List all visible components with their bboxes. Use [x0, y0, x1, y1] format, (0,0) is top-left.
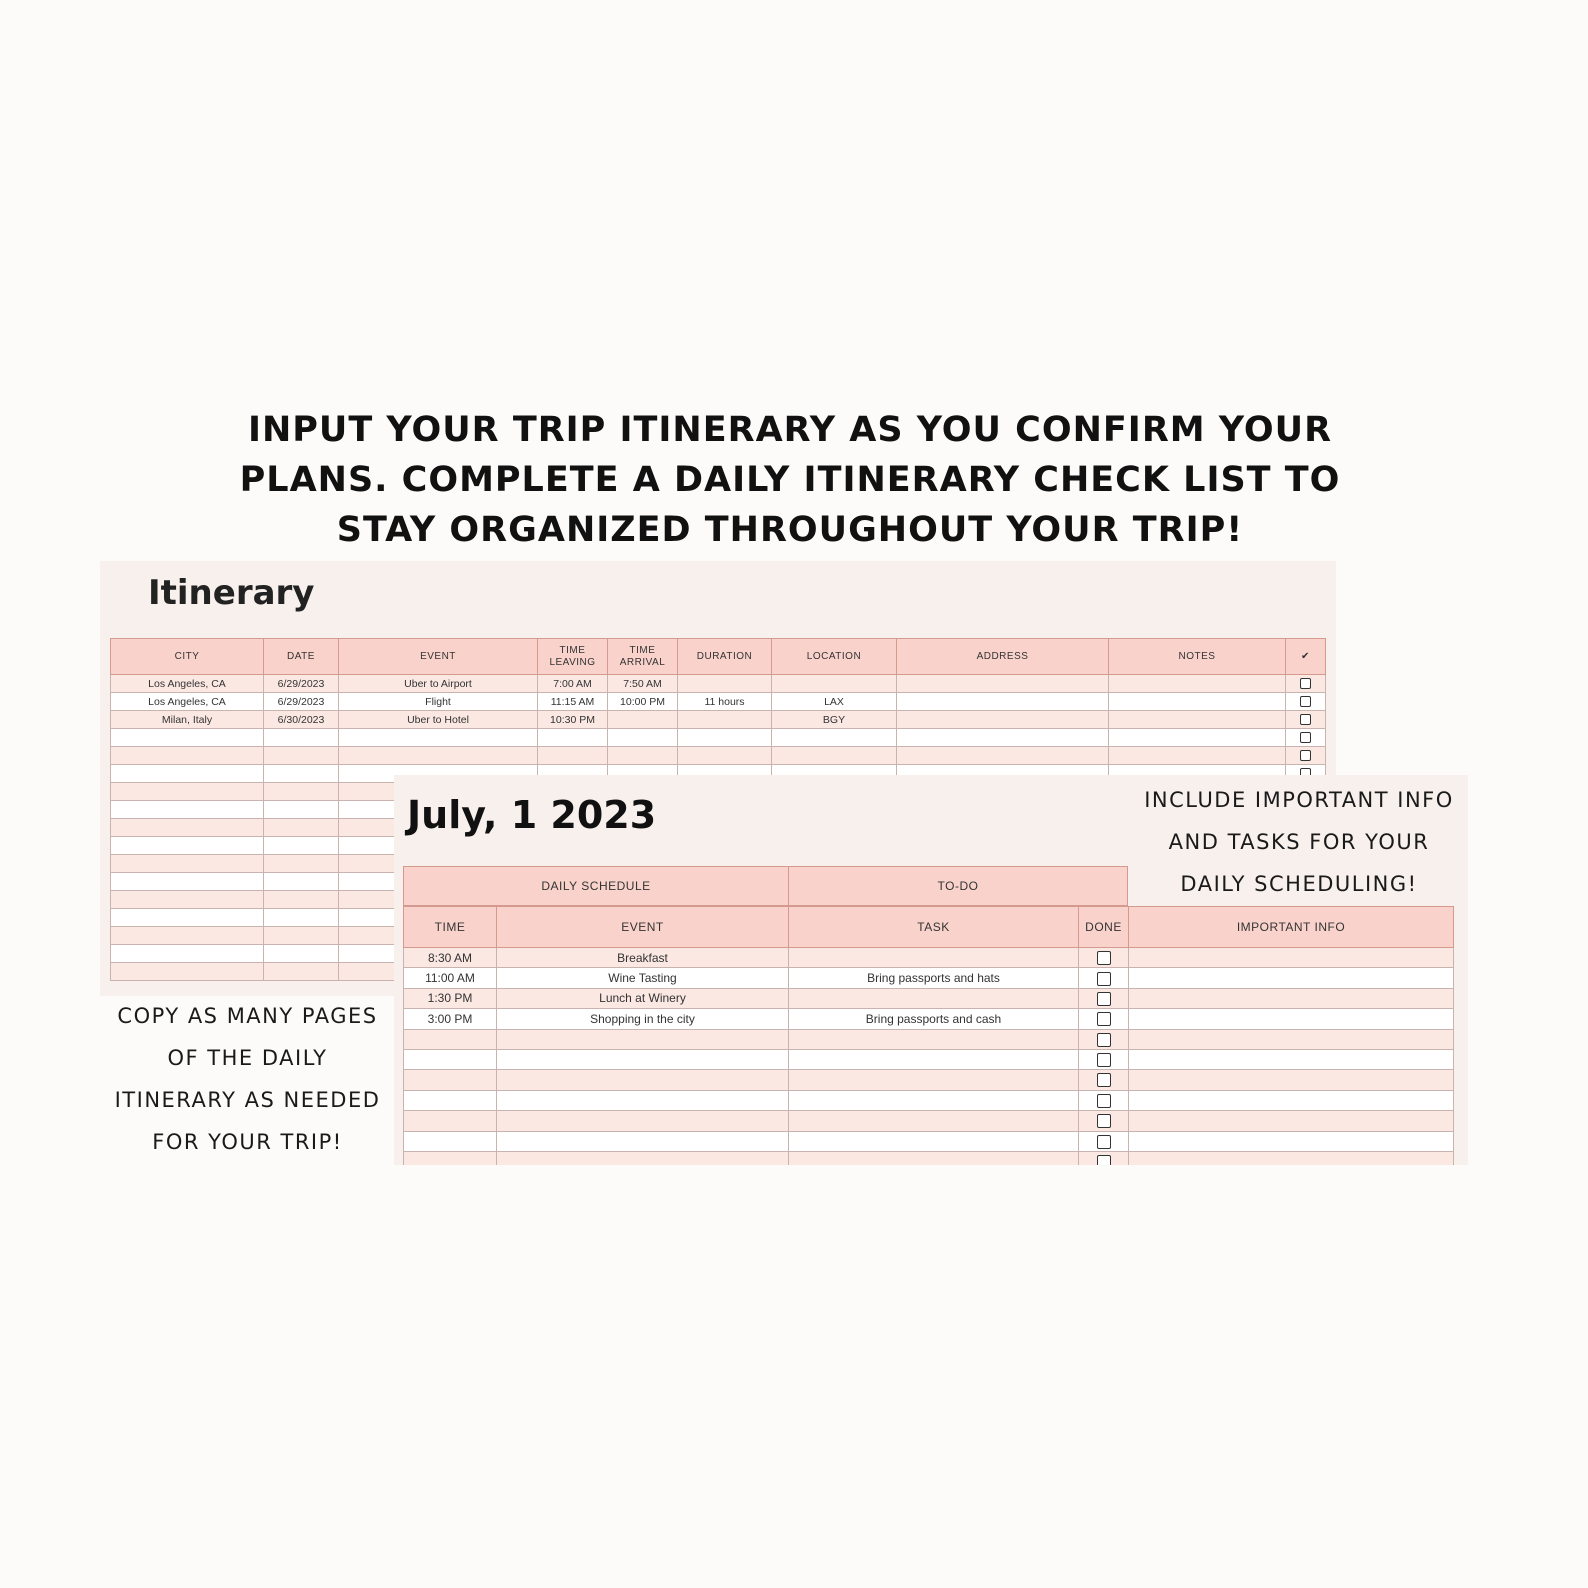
daily-cell-info[interactable]	[1129, 988, 1454, 1008]
daily-cell-event[interactable]: Wine Tasting	[497, 968, 789, 988]
daily-cell-event[interactable]	[497, 1029, 789, 1049]
daily-cell-event[interactable]	[497, 1049, 789, 1069]
col-time-leaving[interactable]: TIME LEAVING	[538, 639, 608, 675]
col-done[interactable]: DONE	[1079, 907, 1129, 948]
itinerary-cell-duration[interactable]	[678, 711, 772, 729]
itinerary-cell-date[interactable]	[264, 945, 339, 963]
itinerary-cell-date[interactable]	[264, 855, 339, 873]
daily-cell-event[interactable]	[497, 1090, 789, 1110]
itinerary-cell-check	[1286, 747, 1326, 765]
daily-row	[404, 1009, 1454, 1029]
itinerary-cell-date[interactable]	[264, 765, 339, 783]
important-info-note	[1129, 779, 1468, 905]
itinerary-cell-arrival[interactable]: 7:50 AM	[608, 675, 678, 693]
daily-cell-done	[1079, 1049, 1129, 1069]
daily-cell-info[interactable]	[1129, 1151, 1454, 1165]
itinerary-cell-date[interactable]	[264, 837, 339, 855]
daily-cell-done	[1079, 948, 1129, 968]
itinerary-cell-city[interactable]	[111, 945, 264, 963]
col-duration[interactable]: DURATION	[678, 639, 772, 675]
done-checkbox[interactable]	[1097, 1135, 1111, 1149]
daily-cell-task[interactable]	[789, 1111, 1079, 1131]
itinerary-cell-location[interactable]	[772, 729, 897, 747]
daily-cell-time[interactable]	[404, 1049, 497, 1069]
daily-schedule-section-header: DAILY SCHEDULE	[403, 866, 789, 906]
daily-cell-task[interactable]	[789, 948, 1079, 968]
itinerary-cell-date[interactable]	[264, 729, 339, 747]
daily-cell-event[interactable]	[497, 1111, 789, 1131]
itinerary-cell-leaving[interactable]: 11:15 AM	[538, 693, 608, 711]
itinerary-cell-check	[1286, 675, 1326, 693]
col-check[interactable]: ✔	[1286, 639, 1326, 675]
daily-row	[404, 968, 1454, 988]
todo-section-header: TO-DO	[788, 866, 1128, 906]
itinerary-cell-notes[interactable]	[1109, 675, 1286, 693]
daily-cell-event[interactable]	[497, 1131, 789, 1151]
itinerary-cell-city[interactable]	[111, 909, 264, 927]
itinerary-cell-city[interactable]: Milan, Italy	[111, 711, 264, 729]
daily-cell-task[interactable]: Bring passports and cash	[789, 1009, 1079, 1029]
daily-cell-event[interactable]	[497, 1070, 789, 1090]
checkbox[interactable]	[1300, 714, 1311, 725]
itinerary-cell-date[interactable]: 6/29/2023	[264, 675, 339, 693]
itinerary-cell-arrival[interactable]	[608, 729, 678, 747]
col-time[interactable]: TIME	[404, 907, 497, 948]
done-checkbox[interactable]	[1097, 1094, 1111, 1108]
itinerary-cell-duration[interactable]	[678, 675, 772, 693]
daily-cell-done	[1079, 968, 1129, 988]
col-daily-event[interactable]: EVENT	[497, 907, 789, 948]
itinerary-cell-notes[interactable]	[1109, 729, 1286, 747]
itinerary-cell-date[interactable]	[264, 963, 339, 981]
itinerary-row	[111, 675, 1326, 693]
daily-cell-task[interactable]	[789, 1070, 1079, 1090]
itinerary-cell-location[interactable]	[772, 747, 897, 765]
itinerary-cell-notes[interactable]	[1109, 747, 1286, 765]
itinerary-cell-date[interactable]	[264, 747, 339, 765]
itinerary-cell-event[interactable]: Flight	[339, 693, 538, 711]
daily-cell-time[interactable]	[404, 1151, 497, 1165]
itinerary-row	[111, 711, 1326, 729]
daily-cell-task[interactable]	[789, 1131, 1079, 1151]
itinerary-cell-date[interactable]	[264, 819, 339, 837]
itinerary-cell-address[interactable]	[897, 747, 1109, 765]
col-event[interactable]: EVENT	[339, 639, 538, 675]
copy-note-line-4: FOR YOUR TRIP!	[152, 1130, 343, 1154]
checkbox[interactable]	[1300, 678, 1311, 689]
itinerary-cell-leaving[interactable]	[538, 729, 608, 747]
daily-date-title: July, 1 2023	[407, 793, 657, 837]
itinerary-cell-city[interactable]	[111, 963, 264, 981]
daily-cell-done	[1079, 1111, 1129, 1131]
daily-row	[404, 948, 1454, 968]
done-checkbox[interactable]	[1097, 1033, 1111, 1047]
daily-cell-info[interactable]	[1129, 948, 1454, 968]
daily-cell-task[interactable]	[789, 1049, 1079, 1069]
itinerary-cell-leaving[interactable]: 7:00 AM	[538, 675, 608, 693]
done-checkbox[interactable]	[1097, 1053, 1111, 1067]
copy-note-line-1: COPY AS MANY PAGES	[117, 1004, 378, 1028]
daily-cell-time[interactable]: 8:30 AM	[404, 948, 497, 968]
itinerary-cell-date[interactable]: 6/29/2023	[264, 693, 339, 711]
col-notes[interactable]: NOTES	[1109, 639, 1286, 675]
daily-cell-time[interactable]	[404, 1090, 497, 1110]
itinerary-cell-location[interactable]: LAX	[772, 693, 897, 711]
info-note-line-2: AND TASKS FOR YOUR	[1168, 830, 1430, 854]
itinerary-cell-city[interactable]	[111, 873, 264, 891]
itinerary-row	[111, 729, 1326, 747]
itinerary-cell-address[interactable]	[897, 711, 1109, 729]
itinerary-cell-event[interactable]	[339, 729, 538, 747]
daily-row	[404, 1090, 1454, 1110]
itinerary-row	[111, 747, 1326, 765]
daily-cell-task[interactable]	[789, 988, 1079, 1008]
itinerary-cell-location[interactable]	[772, 675, 897, 693]
daily-cell-done	[1079, 988, 1129, 1008]
itinerary-cell-city[interactable]: Los Angeles, CA	[111, 675, 264, 693]
itinerary-cell-duration[interactable]	[678, 729, 772, 747]
daily-cell-time[interactable]: 11:00 AM	[404, 968, 497, 988]
daily-cell-info[interactable]	[1129, 968, 1454, 988]
col-city[interactable]: CITY	[111, 639, 264, 675]
daily-row	[404, 988, 1454, 1008]
daily-cell-task[interactable]	[789, 1151, 1079, 1165]
itinerary-cell-duration[interactable]: 11 hours	[678, 693, 772, 711]
col-address[interactable]: ADDRESS	[897, 639, 1109, 675]
headline	[120, 405, 1460, 555]
info-note-line-3: DAILY SCHEDULING!	[1180, 872, 1418, 896]
daily-itinerary-sheet	[394, 775, 1468, 1165]
done-checkbox[interactable]	[1097, 1073, 1111, 1087]
col-task[interactable]: TASK	[789, 907, 1079, 948]
itinerary-cell-date[interactable]	[264, 783, 339, 801]
itinerary-cell-city[interactable]	[111, 891, 264, 909]
daily-cell-time[interactable]	[404, 1070, 497, 1090]
itinerary-cell-date[interactable]	[264, 801, 339, 819]
daily-row	[404, 1049, 1454, 1069]
itinerary-cell-city[interactable]	[111, 783, 264, 801]
itinerary-cell-city[interactable]	[111, 765, 264, 783]
itinerary-cell-event[interactable]: Uber to Airport	[339, 675, 538, 693]
checkbox[interactable]	[1300, 732, 1311, 743]
itinerary-cell-date[interactable]: 6/30/2023	[264, 711, 339, 729]
daily-cell-time[interactable]	[404, 1131, 497, 1151]
itinerary-cell-city[interactable]: Los Angeles, CA	[111, 693, 264, 711]
daily-cell-done	[1079, 1131, 1129, 1151]
copy-note-line-3: ITINERARY AS NEEDED	[114, 1088, 381, 1112]
col-date[interactable]: DATE	[264, 639, 339, 675]
daily-table	[403, 906, 1454, 1165]
itinerary-cell-date[interactable]	[264, 909, 339, 927]
itinerary-cell-notes[interactable]	[1109, 711, 1286, 729]
itinerary-cell-arrival[interactable]	[608, 711, 678, 729]
col-important-info[interactable]: IMPORTANT INFO	[1129, 907, 1454, 948]
headline-line-1: INPUT YOUR TRIP ITINERARY AS YOU CONFIRM YOUR	[247, 410, 1333, 450]
itinerary-cell-event[interactable]: Uber to Hotel	[339, 711, 538, 729]
checkbox[interactable]	[1300, 696, 1311, 707]
copy-pages-note	[100, 995, 395, 1163]
daily-cell-done	[1079, 1029, 1129, 1049]
col-location[interactable]: LOCATION	[772, 639, 897, 675]
daily-row	[404, 1029, 1454, 1049]
itinerary-cell-check	[1286, 711, 1326, 729]
itinerary-cell-city[interactable]	[111, 729, 264, 747]
itinerary-cell-leaving[interactable]	[538, 747, 608, 765]
itinerary-cell-date[interactable]	[264, 891, 339, 909]
itinerary-cell-check	[1286, 693, 1326, 711]
daily-cell-time[interactable]: 1:30 PM	[404, 988, 497, 1008]
itinerary-cell-address[interactable]	[897, 693, 1109, 711]
itinerary-header-row	[111, 639, 1326, 675]
itinerary-cell-city[interactable]	[111, 801, 264, 819]
itinerary-cell-event[interactable]	[339, 747, 538, 765]
itinerary-cell-city[interactable]	[111, 855, 264, 873]
info-note-line-1: INCLUDE IMPORTANT INFO	[1144, 788, 1454, 812]
daily-cell-done	[1079, 1070, 1129, 1090]
itinerary-cell-address[interactable]	[897, 729, 1109, 747]
itinerary-cell-date[interactable]	[264, 927, 339, 945]
itinerary-cell-address[interactable]	[897, 675, 1109, 693]
daily-cell-done	[1079, 1009, 1129, 1029]
daily-cell-task[interactable]: Bring passports and hats	[789, 968, 1079, 988]
daily-cell-time[interactable]: 3:00 PM	[404, 1009, 497, 1029]
daily-cell-time[interactable]	[404, 1029, 497, 1049]
daily-row	[404, 1151, 1454, 1165]
done-checkbox[interactable]	[1097, 972, 1111, 986]
daily-cell-done	[1079, 1090, 1129, 1110]
daily-cell-time[interactable]	[404, 1111, 497, 1131]
daily-cell-event[interactable]: Shopping in the city	[497, 1009, 789, 1029]
daily-header-row	[404, 907, 1454, 948]
itinerary-cell-city[interactable]	[111, 747, 264, 765]
daily-cell-info[interactable]	[1129, 1049, 1454, 1069]
itinerary-cell-date[interactable]	[264, 873, 339, 891]
done-checkbox[interactable]	[1097, 1155, 1111, 1165]
itinerary-cell-arrival[interactable]	[608, 747, 678, 765]
headline-line-3: STAY ORGANIZED THROUGHOUT YOUR TRIP!	[336, 510, 1244, 550]
daily-cell-event[interactable]: Lunch at Winery	[497, 988, 789, 1008]
daily-cell-task[interactable]	[789, 1029, 1079, 1049]
checkbox[interactable]	[1300, 750, 1311, 761]
itinerary-cell-duration[interactable]	[678, 747, 772, 765]
itinerary-cell-city[interactable]	[111, 837, 264, 855]
daily-cell-info[interactable]	[1129, 1111, 1454, 1131]
daily-cell-info[interactable]	[1129, 1131, 1454, 1151]
daily-cell-event[interactable]: Breakfast	[497, 948, 789, 968]
daily-cell-info[interactable]	[1129, 1090, 1454, 1110]
daily-cell-info[interactable]	[1129, 1009, 1454, 1029]
done-checkbox[interactable]	[1097, 951, 1111, 965]
daily-cell-info[interactable]	[1129, 1029, 1454, 1049]
daily-row	[404, 1070, 1454, 1090]
itinerary-cell-city[interactable]	[111, 927, 264, 945]
itinerary-row	[111, 693, 1326, 711]
done-checkbox[interactable]	[1097, 992, 1111, 1006]
itinerary-title: Itinerary	[148, 573, 315, 613]
daily-row	[404, 1111, 1454, 1131]
copy-note-line-2: OF THE DAILY	[167, 1046, 328, 1070]
itinerary-cell-city[interactable]	[111, 819, 264, 837]
done-checkbox[interactable]	[1097, 1114, 1111, 1128]
itinerary-cell-location[interactable]: BGY	[772, 711, 897, 729]
itinerary-cell-arrival[interactable]: 10:00 PM	[608, 693, 678, 711]
daily-cell-done	[1079, 1151, 1129, 1165]
col-time-arrival[interactable]: TIME ARRIVAL	[608, 639, 678, 675]
daily-cell-info[interactable]	[1129, 1070, 1454, 1090]
itinerary-cell-check	[1286, 729, 1326, 747]
headline-line-2: PLANS. COMPLETE A DAILY ITINERARY CHECK LIST TO	[239, 460, 1341, 500]
itinerary-cell-notes[interactable]	[1109, 693, 1286, 711]
daily-cell-event[interactable]	[497, 1151, 789, 1165]
daily-row	[404, 1131, 1454, 1151]
daily-cell-task[interactable]	[789, 1090, 1079, 1110]
itinerary-cell-leaving[interactable]: 10:30 PM	[538, 711, 608, 729]
done-checkbox[interactable]	[1097, 1012, 1111, 1026]
